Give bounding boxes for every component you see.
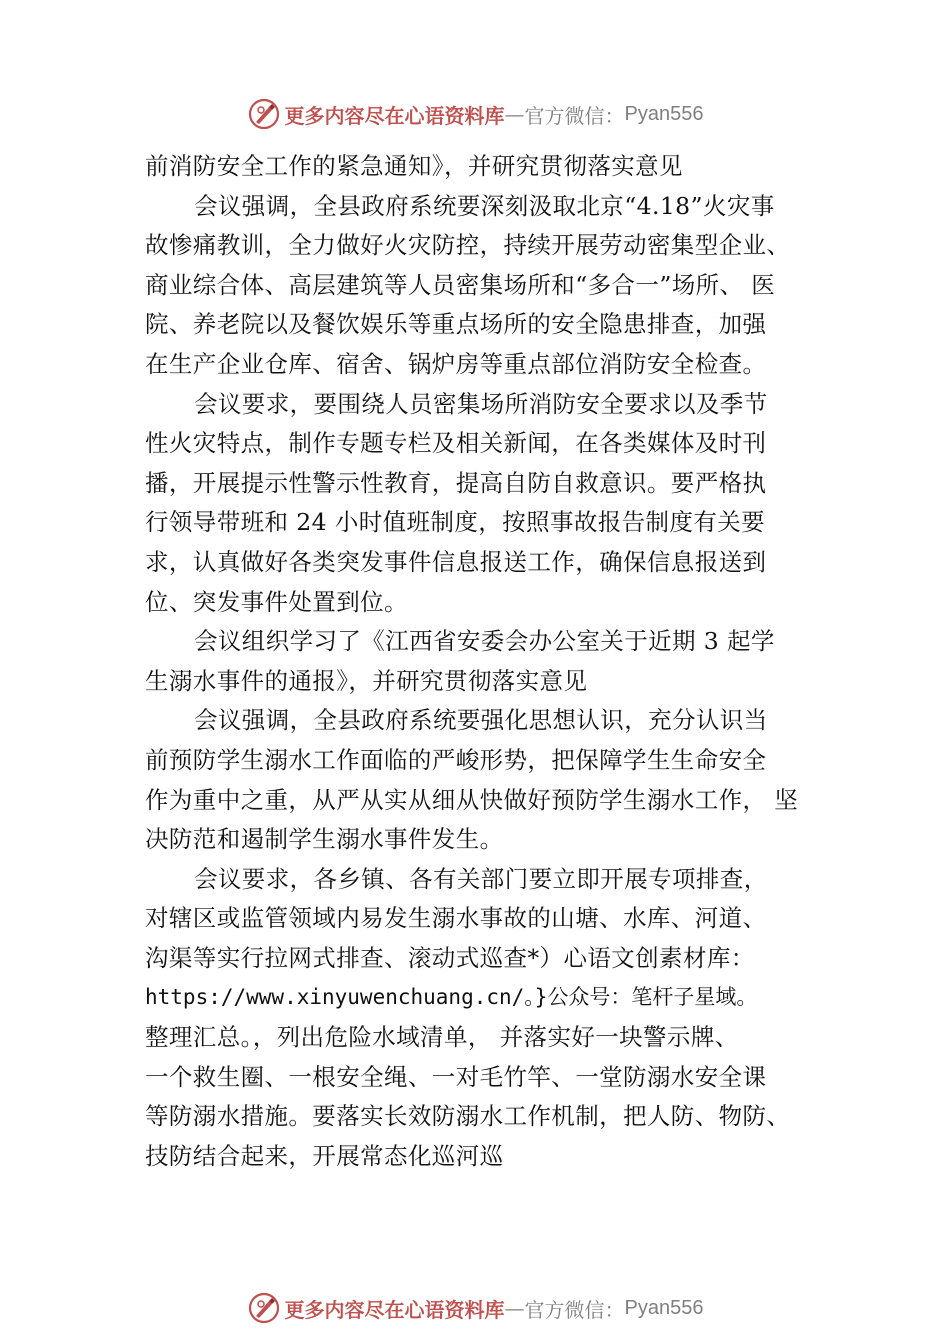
text-line: 沟渠等实行拉网式排查、滚动式巡查*）心语文创素材库： <box>145 943 755 972</box>
text-line: 会议要求，要围绕人员密集场所消防安全要求以及季节 <box>194 389 768 418</box>
banner-wechat-id: Pyan556 <box>624 102 704 125</box>
paragraph <box>145 147 835 187</box>
paragraph <box>145 385 835 623</box>
banner-wechat-id: Pyan556 <box>624 1296 704 1319</box>
text-line: 会议强调，全县政府系统要强化思想认识，充分认识当 <box>194 706 768 735</box>
document-body <box>145 147 835 1176</box>
paragraph <box>145 860 835 1177</box>
text-line: 作为重中之重，从严从实从细从快做好预防学生溺水工作， 坚 <box>145 785 799 814</box>
text-line: 生溺水事件的通报》，并研究贯彻落实意见 <box>145 666 588 695</box>
text-line: 前预防学生溺水工作面临的严峻形势，把保障学生生命安全 <box>145 745 767 774</box>
text-line: 会议组织学习了《江西省安委会办公室关于近期 3 起学 <box>194 627 775 656</box>
text-line: 会议强调，全县政府系统要深刻汲取北京“4.18”火灾事 <box>194 191 775 220</box>
banner-dash: — <box>504 102 525 126</box>
banner-dash: — <box>504 1296 525 1320</box>
text-line: 会议要求，各乡镇、各有关部门要立即开展专项排查， <box>194 864 768 893</box>
text-line: 一个救生圈、一根安全绳、一对毛竹竿、一堂防溺水安全课 <box>145 1062 767 1091</box>
text-line: 行领导带班和 24 小时值班制度，按照事故报告制度有关要 <box>145 508 766 537</box>
paragraph <box>145 701 835 859</box>
banner-main-text: 更多内容尽在心语资料库 <box>284 1297 505 1322</box>
paragraph <box>145 622 835 701</box>
text-line: 故惨痛教训，全力做好火灾防控，持续开展劳动密集型企业、 <box>145 231 791 260</box>
text-line: 前消防安全工作的紧急通知》，并研究贯彻落实意见 <box>145 152 683 180</box>
banner-label: 官方微信： <box>524 1297 625 1322</box>
text-line: 播，开展提示性警示性教育，提高自防自救意识。要严格执 <box>145 468 767 497</box>
text-line: 技防结合起来，开展常态化巡河巡 <box>145 1141 504 1170</box>
text-line: 院、养老院以及餐饮娱乐等重点场所的安全隐患排查，加强 <box>145 310 767 339</box>
banner-label: 官方微信： <box>524 103 625 128</box>
pen-logo-icon <box>247 1291 281 1325</box>
text-line: 等防溺水措施。要落实长效防溺水工作机制，把人防、物防、 <box>145 1102 791 1131</box>
text-line: 商业综合体、高层建筑等人员密集场所和“多合一”场所、 医 <box>145 270 776 299</box>
footer-watermark <box>0 1288 950 1328</box>
text-line: 求，认真做好各类突发事件信息报送工作，确保信息报送到 <box>145 547 767 576</box>
text-line: 性火灾特点，制作专题专栏及相关新闻，在各类媒体及时刊 <box>145 429 767 458</box>
pen-logo-icon <box>247 97 281 131</box>
text-line: 在生产企业仓库、宿舍、锅炉房等重点部位消防安全检查。 <box>145 349 767 378</box>
text-line: 整理汇总。，列出危险水域清单， 并落实好一块警示牌、 <box>145 1023 739 1052</box>
banner-main-text: 更多内容尽在心语资料库 <box>284 103 505 128</box>
paragraph <box>145 187 835 385</box>
text-line: 位、突发事件处置到位。 <box>145 587 408 616</box>
text-line: 决防范和遏制学生溺水事件发生。 <box>145 825 504 854</box>
text-line: https://www.xinyuwenchuang.cn/。}公众号：笔杆子星域。 <box>145 985 758 1010</box>
text-line: 对辖区或监管领域内易发生溺水事故的山塘、水库、河道、 <box>145 904 767 933</box>
header-watermark <box>0 94 950 134</box>
